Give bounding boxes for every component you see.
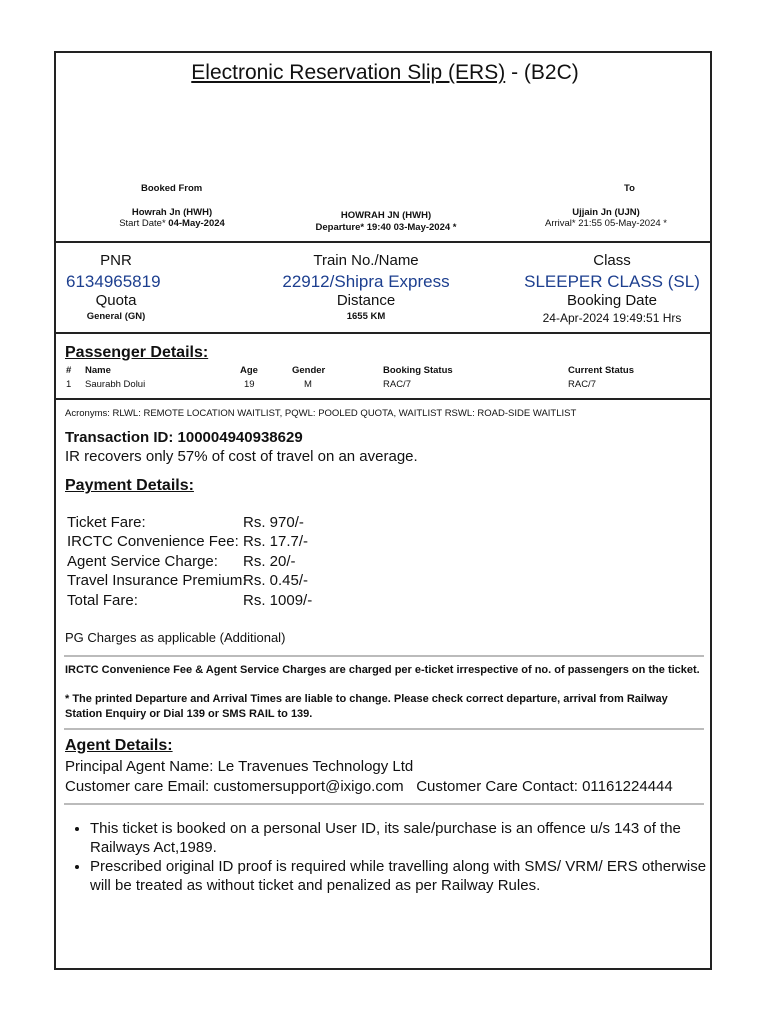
booked-from-label: Booked From: [141, 183, 203, 194]
payment-value: Rs. 1009/-: [243, 592, 313, 609]
departure-time: Departure* 19:40 03-May-2024 *: [315, 222, 457, 233]
train-value: 22912/Shipra Express: [282, 272, 450, 291]
divider: [56, 241, 710, 243]
title-main: Electronic Reservation Slip (ERS): [191, 61, 506, 84]
agent-heading: Agent Details:: [65, 737, 173, 754]
payment-label: Ticket Fare:: [67, 514, 146, 531]
list-item: • Prescribed original ID proof is required while travelling along with SMS/ VRM/ ERS otherwise will be treated as without ticket and penalized as per Railway Rules.: [90, 857, 730, 895]
class-label: Class: [593, 252, 631, 269]
customer-care-line: [65, 778, 673, 795]
distance-label: Distance: [336, 292, 396, 309]
table-row-cell: Saurabh Dolui: [85, 379, 146, 390]
booking-date-label: Booking Date: [566, 292, 658, 309]
class-value: SLEEPER CLASS (SL): [524, 272, 700, 291]
divider: [64, 803, 704, 805]
to-station: Ujjain Jn (UJN): [572, 207, 640, 218]
payment-heading: Payment Details:: [65, 477, 194, 494]
payment-value: Rs. 0.45/-: [243, 572, 309, 589]
col-header: Booking Status: [383, 365, 453, 376]
payment-label: IRCTC Convenience Fee:: [67, 533, 239, 550]
payment-label: Agent Service Charge:: [67, 553, 218, 570]
customer-care-contact: Customer Care Contact: 01161224444: [416, 778, 673, 795]
payment-label: Travel Insurance Premium:: [67, 572, 247, 589]
from-station: Howrah Jn (HWH): [131, 207, 213, 218]
title-suffix: - (B2C): [511, 61, 579, 84]
cost-recovery-note: IR recovers only 57% of cost of travel on an average.: [65, 448, 418, 465]
time-notice: * The printed Departure and Arrival Times are liable to change. Please check correct departure, arrival from Railway Station Enquiry or Dial 139 or SMS RAIL to 139.: [65, 693, 668, 720]
terms-list: [70, 819, 730, 895]
start-date-label: Start Date*: [119, 218, 166, 229]
table-row-cell: RAC/7: [568, 379, 596, 390]
passenger-heading: Passenger Details:: [65, 344, 209, 361]
transaction-id: Transaction ID: 100004940938629: [65, 429, 303, 446]
pg-charges-note: PG Charges as applicable (Additional): [65, 630, 286, 645]
pnr-value: 6134965819: [66, 272, 161, 291]
payment-value: Rs. 20/-: [243, 553, 296, 570]
page-title: [56, 61, 714, 85]
col-header: Current Status: [568, 365, 634, 376]
ers-slip: [54, 51, 712, 970]
booking-date-value: 24-Apr-2024 19:49:51 Hrs: [542, 311, 682, 325]
train-label: Train No./Name: [313, 252, 419, 269]
table-row-cell: 19: [244, 379, 255, 390]
col-header: Name: [85, 365, 111, 376]
quota-label: Quota: [95, 292, 137, 309]
table-row-cell: M: [304, 379, 312, 390]
fee-notice: IRCTC Convenience Fee & Agent Service Charges are charged per e-ticket irrespective of no. of passengers on the ticket.: [65, 664, 700, 676]
list-item: • This ticket is booked on a personal User ID, its sale/purchase is an offence u/s 143 of the Railways Act,1989.: [90, 819, 730, 857]
divider: [56, 398, 710, 400]
table-row-cell: RAC/7: [383, 379, 411, 390]
divider: [64, 655, 704, 657]
arrival-time: Arrival* 21:55 05-May-2024 *: [545, 218, 667, 229]
acronyms-note: Acronyms: RLWL: REMOTE LOCATION WAITLIST, PQWL: POOLED QUOTA, WAITLIST RSWL: ROAD-SIDE WAITLIST: [65, 408, 577, 419]
divider: [64, 728, 704, 730]
divider: [56, 332, 710, 334]
principal-agent: Principal Agent Name: Le Travenues Technology Ltd: [65, 758, 414, 775]
quota-value: General (GN): [86, 311, 146, 322]
col-header: Age: [240, 365, 258, 376]
start-date-value: 04-May-2024: [168, 218, 225, 229]
col-header: #: [66, 365, 72, 376]
boarding-station: HOWRAH JN (HWH): [340, 210, 432, 221]
customer-care-email: Customer care Email: customersupport@ixigo.com: [65, 778, 404, 795]
start-date: [92, 218, 252, 229]
pnr-label: PNR: [100, 252, 132, 269]
col-header: Gender: [292, 365, 326, 376]
payment-label: Total Fare:: [67, 592, 138, 609]
table-row-cell: 1: [66, 379, 72, 390]
payment-value: Rs. 17.7/-: [243, 533, 309, 550]
payment-value: Rs. 970/-: [243, 514, 304, 531]
to-label: To: [624, 183, 635, 194]
distance-value: 1655 KM: [346, 311, 386, 322]
